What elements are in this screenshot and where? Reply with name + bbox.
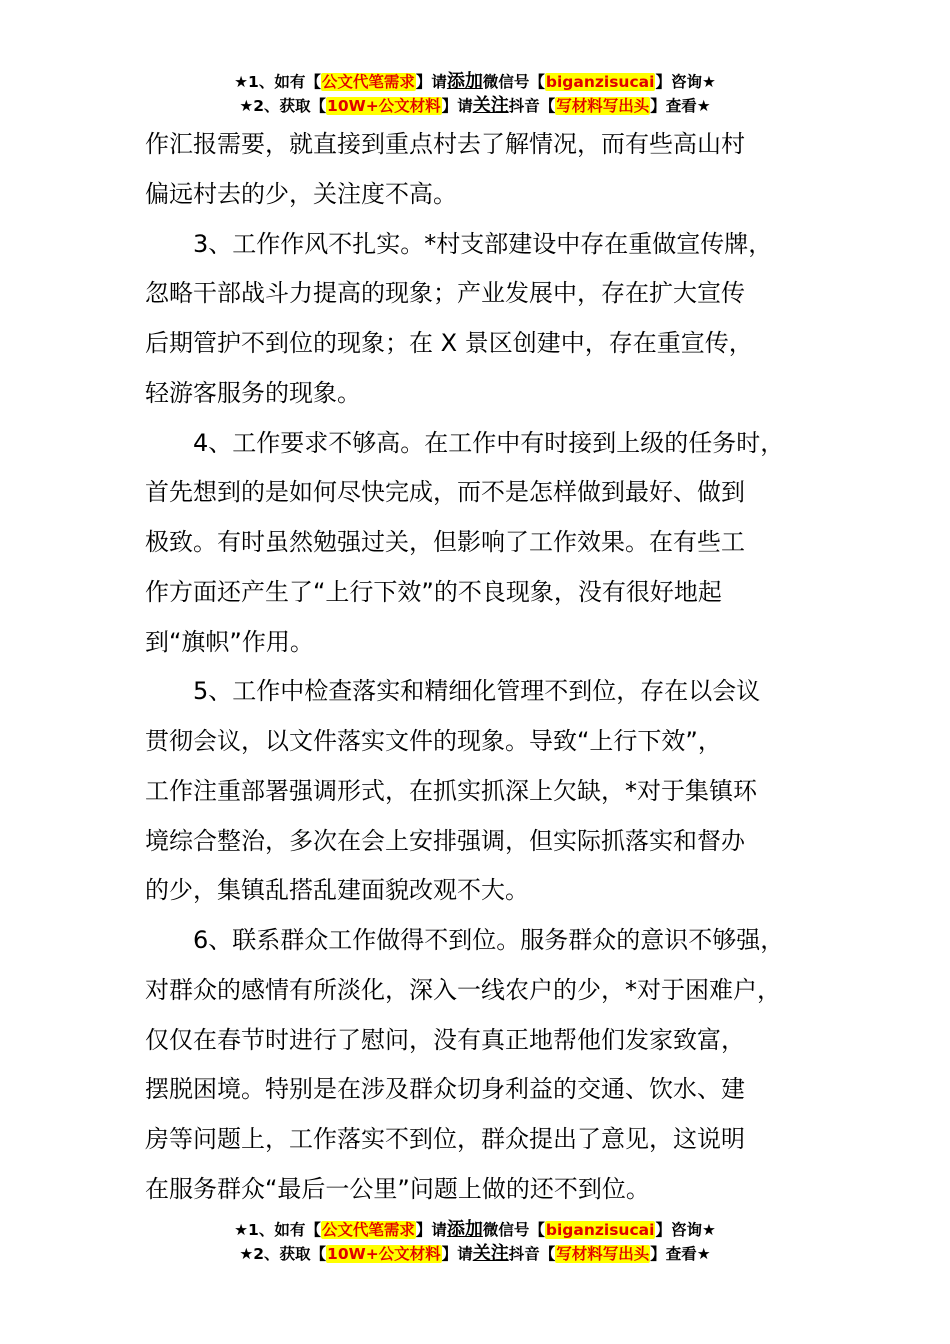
banner-text: ★2、获取【	[239, 97, 327, 115]
footer-banner	[0, 1218, 950, 1266]
emphasis-add: 添加	[446, 1219, 483, 1240]
text-line: 在服务群众“最后一公里”问题上做的还不到位。	[145, 1174, 650, 1203]
footer-line-2	[0, 1242, 950, 1266]
text-line: 忽略干部战斗力提高的现象；产业发展中，存在扩大宣传	[145, 279, 745, 308]
text-line: 房等问题上，工作落实不到位，群众提出了意见，这说明	[145, 1125, 745, 1153]
paragraph-start-line: 4、工作要求不够高。在工作中有时接到上级的任务时，	[193, 428, 785, 457]
highlight-wechat-id: biganzisucai	[545, 1221, 655, 1239]
text-line: 贯彻会议，以文件落实文件的现象。导致“上行下效”，	[145, 727, 722, 755]
text-line: 轻游客服务的现象。	[145, 378, 361, 407]
banner-text: 】请	[441, 1245, 473, 1263]
text-line: 到“旗帜”作用。	[145, 627, 314, 656]
banner-text: 】请	[415, 73, 447, 91]
highlight-service: 公文代笔需求	[321, 1221, 415, 1239]
header-banner	[0, 70, 950, 118]
banner-text: 抖音【	[508, 1245, 556, 1263]
text-line: 首先想到的是如何尽快完成，而不是怎样做到最好、做到	[145, 478, 745, 507]
banner-text: 微信号【	[482, 73, 545, 91]
banner-text: 】咨询★	[655, 1221, 716, 1239]
text-line: 后期管护不到位的现象；在 X 景区创建中，存在重宣传，	[145, 329, 753, 357]
text-line: 仅仅在春节时进行了慰问，没有真正地帮他们发家致富，	[145, 1025, 745, 1054]
banner-text: ★1、如有【	[234, 1221, 321, 1239]
highlight-materials: 10W+公文材料	[327, 97, 441, 115]
text-line: 极致。有时虽然勉强过关，但影响了工作效果。在有些工	[145, 528, 745, 556]
text-line: 作汇报需要，就直接到重点村去了解情况，而有些高山村	[145, 130, 745, 158]
banner-text: 】查看★	[650, 97, 711, 115]
document-body	[145, 120, 835, 1215]
highlight-service: 公文代笔需求	[321, 73, 415, 91]
highlight-materials: 10W+公文材料	[327, 1245, 441, 1263]
banner-text: 微信号【	[482, 1221, 545, 1239]
text-line: 作方面还产生了“上行下效”的不良现象，没有很好地起	[145, 577, 722, 606]
text-line: 摆脱困境。特别是在涉及群众切身利益的交通、饮水、建	[145, 1075, 745, 1104]
banner-text: ★1、如有【	[234, 73, 321, 91]
header-line-1	[0, 70, 950, 94]
paragraph-start-line: 6、联系群众工作做得不到位。服务群众的意识不够强，	[193, 926, 785, 954]
header-line-2	[0, 94, 950, 118]
banner-text: 】请	[415, 1221, 447, 1239]
emphasis-follow: 关注	[472, 95, 509, 116]
emphasis-add: 添加	[446, 71, 483, 92]
paragraph-start-line: 3、工作作风不扎实。*村支部建设中存在重做宣传牌，	[193, 229, 773, 258]
banner-text: ★2、获取【	[239, 1245, 327, 1263]
text-line: 对群众的感情有所淡化，深入一线农户的少，*对于困难户，	[145, 975, 781, 1004]
banner-text: 】咨询★	[655, 73, 716, 91]
banner-text: 】请	[441, 97, 473, 115]
footer-line-1	[0, 1218, 950, 1242]
banner-text: 抖音【	[508, 97, 556, 115]
text-line: 的少，集镇乱搭乱建面貌改观不大。	[145, 876, 529, 905]
highlight-wechat-id: biganzisucai	[545, 73, 655, 91]
text-line: 偏远村去的少，关注度不高。	[145, 179, 457, 208]
paragraph-start-line: 5、工作中检查落实和精细化管理不到位，存在以会议	[193, 677, 761, 706]
text-line: 工作注重部署强调形式，在抓实抓深上欠缺，*对于集镇环	[145, 776, 757, 805]
highlight-douyin: 写材料写出头	[556, 1245, 650, 1263]
text-line: 境综合整治，多次在会上安排强调，但实际抓落实和督办	[145, 826, 745, 855]
banner-text: 】查看★	[650, 1245, 711, 1263]
highlight-douyin: 写材料写出头	[556, 97, 650, 115]
emphasis-follow: 关注	[472, 1243, 509, 1264]
